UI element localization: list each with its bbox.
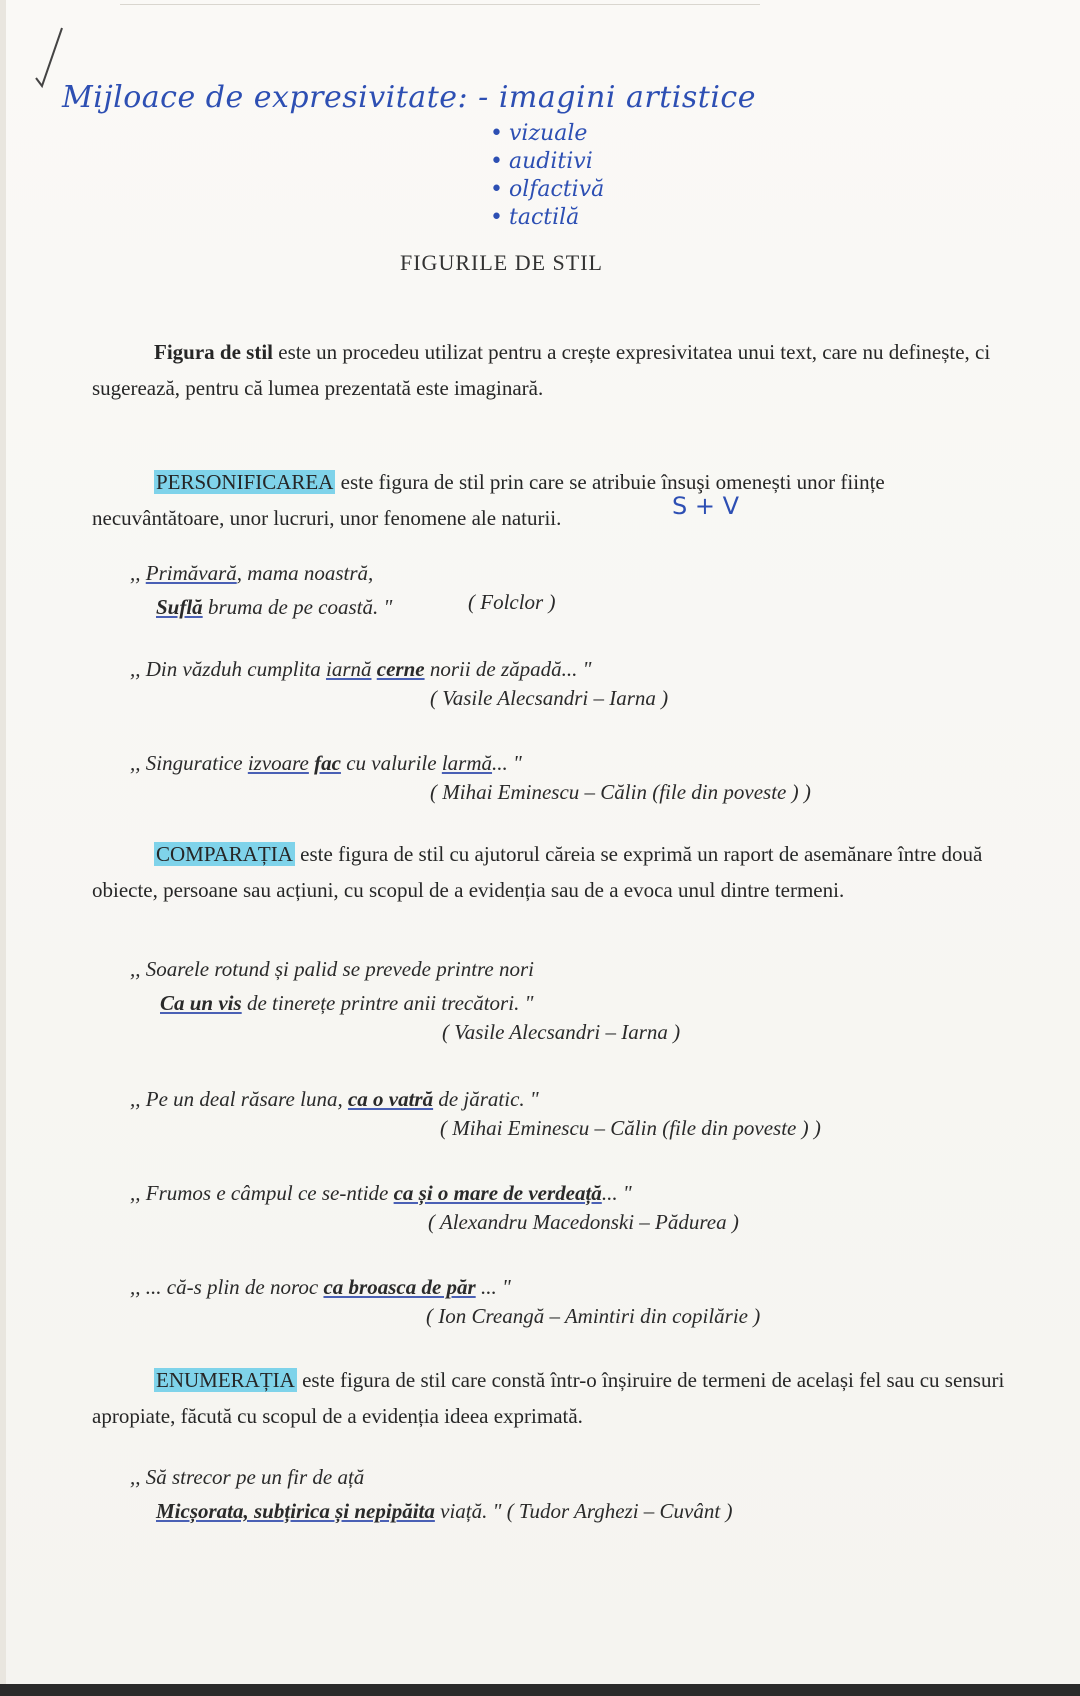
comparatia-quote-2: ,, Pe un deal răsare luna, ca o vatră de jăratic. "	[130, 1087, 539, 1111]
comparatia-source-4: ( Ion Creangă – Amintiri din copilărie )	[426, 1304, 761, 1328]
comparatia-term: COMPARAȚIA	[156, 842, 293, 866]
comparatia-source-2: ( Mihai Eminescu – Călin (file din poveste ) )	[440, 1116, 821, 1140]
personificarea-source-1: ( Folclor )	[468, 590, 556, 614]
comparatia-paragraph	[92, 836, 1012, 908]
comparatia-quote-1: ,, Soarele rotund și palid se prevede printre nori Ca un vis de tinerețe printre anii trecători. "	[130, 957, 535, 1015]
formula-note: S + V	[672, 492, 740, 520]
personificarea-quote-3: ,, Singuratice izvoare fac cu valurile larmă... "	[130, 751, 522, 775]
enumeratia-source-1: ( Tudor Arghezi – Cuvânt )	[506, 1499, 733, 1523]
comparatia-source-3: ( Alexandru Macedonski – Pădurea )	[428, 1210, 739, 1234]
definition-paragraph	[92, 334, 1012, 406]
personificarea-paragraph	[92, 464, 1012, 536]
handwritten-title: Mijloace de expresivitate: - imagini artistice	[62, 80, 756, 115]
personificarea-source-2: ( Vasile Alecsandri – Iarna )	[430, 686, 669, 710]
personificarea-quote-2: ,, Din văzduh cumplita iarnă cerne norii de zăpadă... "	[130, 657, 592, 681]
personificarea-term: PERSONIFICAREA	[156, 470, 334, 494]
personificarea-text: este figura de stil prin care se atribuie însuşi omenești unor ființe necuvântătoare, unor lucruri, unor fenomene ale naturii.	[92, 470, 885, 530]
definition-text: este un procedeu utilizat pentru a crește expresivitatea unui text, care nu definește, ci sugerează, pentru că lumea prezentată este imaginară.	[92, 340, 991, 400]
comparatia-quote-3: ,, Frumos e câmpul ce se-ntide ca și o mare de verdeață... "	[130, 1181, 632, 1205]
handwritten-item: • olfactivă	[490, 177, 605, 202]
scan-bottom-edge	[0, 1684, 1080, 1696]
page-edge	[0, 0, 6, 1696]
top-rule	[120, 4, 760, 5]
definition-term: Figura de stil	[154, 340, 273, 364]
comparatia-text: este figura de stil cu ajutorul căreia se exprimă un raport de asemănare între două obiecte, persoane sau acțiuni, cu scopul de a evidenția sau de a evoca unul dintre termeni.	[92, 842, 983, 902]
comparatia-source-1: ( Vasile Alecsandri – Iarna )	[442, 1020, 681, 1044]
page-title: FIGURILE DE STIL	[400, 250, 603, 275]
enumeratia-term: ENUMERAȚIA	[156, 1368, 295, 1392]
handwritten-item: • auditivi	[490, 149, 593, 174]
enumeratia-text: este figura de stil care constă într-o înșiruire de termeni de același fel sau cu sensuri apropiate, făcută cu scopul de a evidenția ideea exprimată.	[92, 1368, 1005, 1428]
enumeratia-paragraph	[92, 1362, 1012, 1434]
personificarea-quote-1: ,, Primăvară, mama noastră, Suflă bruma de pe coastă. "	[130, 561, 393, 619]
handwritten-list	[490, 120, 604, 232]
handwritten-item: • vizuale	[490, 121, 588, 146]
enumeratia-quote-1: ,, Să strecor pe un fir de ață Micșorata, subțirica și nepipăita viață. " ( Tudor Arghezi – Cuvânt )	[130, 1465, 733, 1523]
handwritten-item: • tactilă	[490, 205, 580, 230]
personificarea-source-3: ( Mihai Eminescu – Călin (file din poveste ) )	[430, 780, 811, 804]
comparatia-quote-4: ,, ... că-s plin de noroc ca broasca de păr ... "	[130, 1275, 511, 1299]
